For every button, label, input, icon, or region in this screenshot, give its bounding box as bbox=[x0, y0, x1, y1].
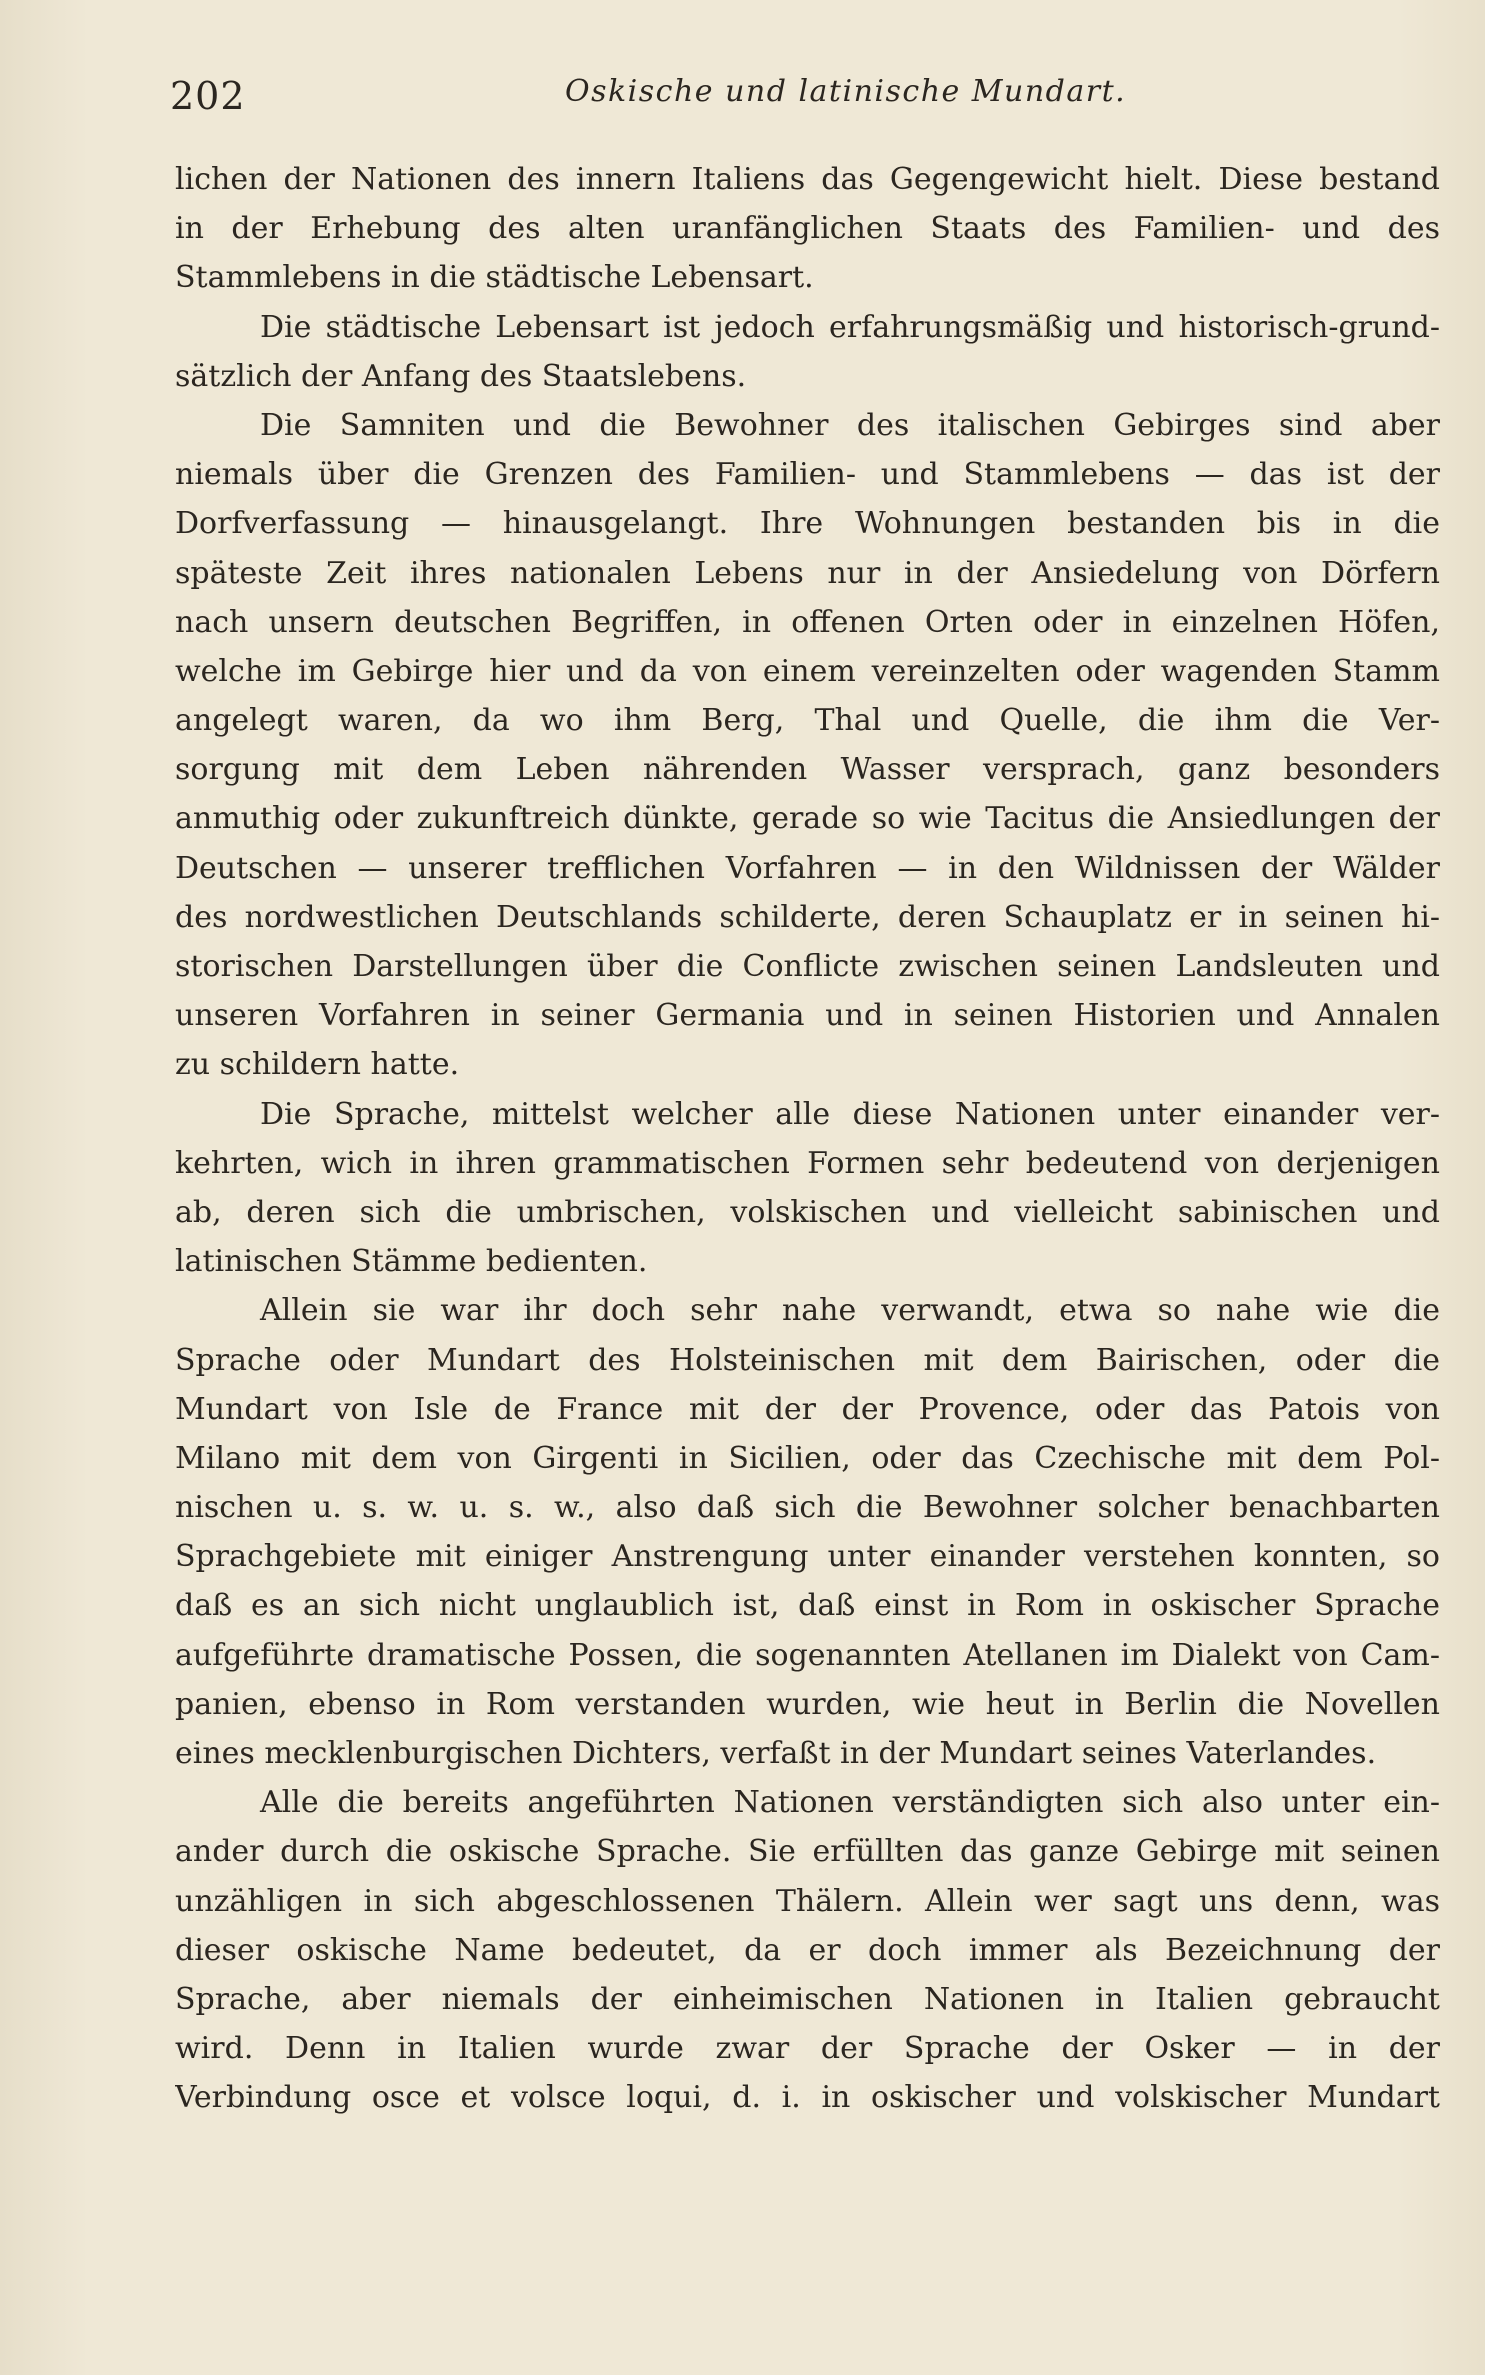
body-text bbox=[175, 155, 1440, 2123]
text-line: ab, deren sich die umbrischen, volskischen und vielleicht sabinischen und bbox=[175, 1194, 1440, 1230]
text-line: lichen der Nationen des innern Italiens das Gegengewicht hielt. Diese bestand bbox=[175, 162, 1440, 197]
text-line: Sprache oder Mundart des Holsteinischen mit dem Bairischen, oder die bbox=[175, 1342, 1440, 1378]
text-line: in der Erhebung des alten uranfänglichen Staats des Familien- und des bbox=[175, 211, 1440, 247]
text-line: kehrten, wich in ihren grammatischen Formen sehr bedeutend von derjenigen bbox=[175, 1145, 1440, 1181]
text-line: aufgeführte dramatische Possen, die sogenannten Atellanen im Dialekt von Cam- bbox=[175, 1637, 1440, 1673]
text-line: panien, ebenso in Rom verstanden wurden, wie heut in Berlin die Novellen bbox=[175, 1686, 1440, 1722]
text-line: angelegt waren, da wo ihm Berg, Thal und Quelle, die ihm die Ver- bbox=[175, 703, 1440, 739]
text-line: sätzlich der Anfang des Staatslebens. bbox=[175, 358, 747, 394]
text-line: Sprachgebiete mit einiger Anstrengung unter einander verstehen konnten, so bbox=[175, 1539, 1440, 1575]
text-line: eines mecklenburgischen Dichters, verfaßt in der Mundart seines Vaterlandes. bbox=[175, 1736, 1377, 1771]
text-line: nach unsern deutschen Begriffen, in offenen Orten oder in einzelnen Höfen, bbox=[175, 604, 1440, 640]
text-line: Verbindung osce et volsce loqui, d. i. in oskischer und volskischer Mundart bbox=[175, 2080, 1440, 2116]
text-line: niemals über die Grenzen des Familien- und Stammlebens — das ist der bbox=[175, 457, 1440, 493]
text-line: unzähligen in sich abgeschlossenen Thälern. Allein wer sagt uns denn, was bbox=[175, 1883, 1440, 1919]
page-number: 202 bbox=[170, 74, 246, 118]
text-line: Milano mit dem von Girgenti in Sicilien, oder das Czechische mit dem Pol- bbox=[175, 1440, 1440, 1476]
text-line: storischen Darstellungen über die Conflicte zwischen seinen Landsleuten und bbox=[175, 949, 1440, 984]
text-line: Die städtische Lebensart ist jedoch erfahrungsmäßig und historisch-grund- bbox=[260, 309, 1440, 345]
text-line: welche im Gebirge hier und da von einem vereinzelten oder wagenden Stamm bbox=[175, 653, 1440, 689]
text-line: Dorfverfassung — hinausgelangt. Ihre Wohnungen bestanden bis in die bbox=[175, 506, 1440, 542]
page-header bbox=[170, 66, 1440, 126]
text-line: nischen u. s. w. u. s. w., also daß sich die Bewohner solcher benachbarten bbox=[175, 1490, 1440, 1526]
text-line: Mundart von Isle de France mit der der Provence, oder das Patois von bbox=[175, 1391, 1440, 1427]
text-line: Sprache, aber niemals der einheimischen Nationen in Italien gebraucht bbox=[175, 1981, 1440, 2017]
text-line: latinischen Stämme bedienten. bbox=[175, 1244, 648, 1280]
text-line: Deutschen — unserer trefflichen Vorfahren — in den Wildnissen der Wälder bbox=[175, 850, 1440, 886]
text-line: Allein sie war ihr doch sehr nahe verwandt, etwa so nahe wie die bbox=[260, 1293, 1440, 1329]
text-line: anmuthig oder zukunftreich dünkte, gerade so wie Tacitus die Ansiedlungen der bbox=[175, 801, 1440, 837]
text-line: des nordwestlichen Deutschlands schilderte, deren Schauplatz er in seinen hi- bbox=[175, 899, 1440, 935]
text-line: Stammlebens in die städtische Lebensart. bbox=[175, 260, 814, 296]
text-line: Alle die bereits angeführten Nationen verständigten sich also unter ein- bbox=[260, 1785, 1440, 1821]
text-line: wird. Denn in Italien wurde zwar der Sprache der Osker — in der bbox=[175, 2031, 1440, 2067]
text-line: Die Sprache, mittelst welcher alle diese Nationen unter einander ver- bbox=[260, 1096, 1440, 1132]
text-line: zu schildern hatte. bbox=[175, 1047, 460, 1083]
running-head: Oskische und latinische Mundart. bbox=[565, 74, 1127, 109]
text-line: ander durch die oskische Sprache. Sie erfüllten das ganze Gebirge mit seinen bbox=[175, 1834, 1440, 1870]
text-line: sorgung mit dem Leben nährenden Wasser versprach, ganz besonders bbox=[175, 752, 1440, 788]
text-line: Die Samniten und die Bewohner des italischen Gebirges sind aber bbox=[260, 407, 1440, 443]
text-line: unseren Vorfahren in seiner Germania und in seinen Historien und Annalen bbox=[175, 998, 1440, 1034]
text-line: späteste Zeit ihres nationalen Lebens nur in der Ansiedelung von Dörfern bbox=[175, 555, 1440, 591]
text-line: daß es an sich nicht unglaublich ist, daß einst in Rom in oskischer Sprache bbox=[175, 1588, 1440, 1624]
text-line: dieser oskische Name bedeutet, da er doch immer als Bezeichnung der bbox=[175, 1932, 1440, 1968]
